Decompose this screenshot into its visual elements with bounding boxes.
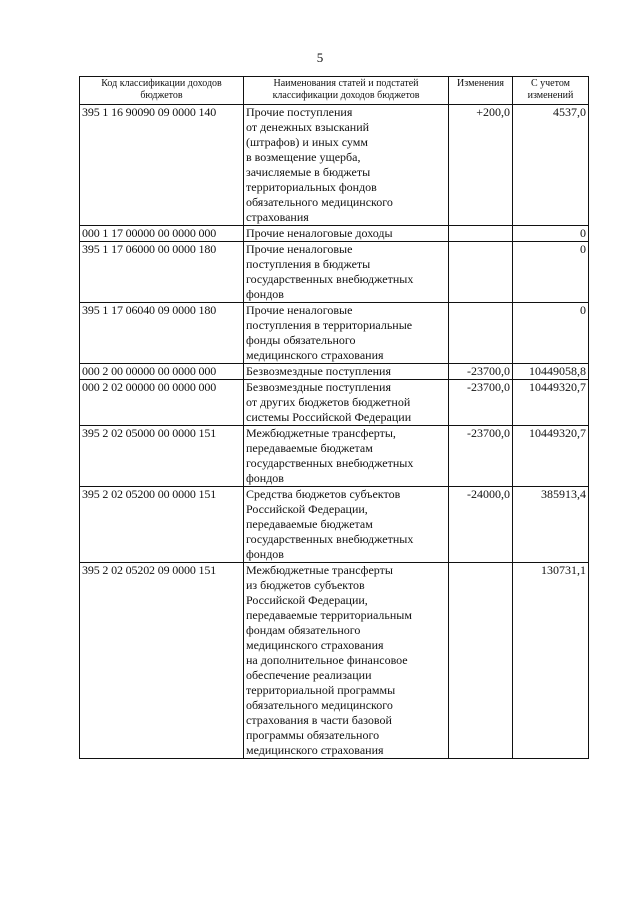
change-value: -23700,0 [449, 426, 513, 487]
change-value: -24000,0 [449, 487, 513, 563]
total-value: 10449320,7 [513, 380, 589, 426]
change-value: +200,0 [449, 105, 513, 226]
table-row [80, 380, 589, 426]
table-row [80, 487, 589, 563]
change-value [449, 242, 513, 303]
item-name: Прочие неналоговые доходы [244, 226, 449, 242]
item-name: Прочие неналоговые поступления в бюджеты государственных внебюджетных фондов [244, 242, 449, 303]
item-name: Прочие неналоговые поступления в территориальные фонды обязательного медицинского страхования [244, 303, 449, 364]
total-value: 0 [513, 303, 589, 364]
item-name: Межбюджетные трансферты, передаваемые бюджетам государственных внебюджетных фондов [244, 426, 449, 487]
item-name: Прочие поступления от денежных взысканий (штрафов) и иных сумм в возмещение ущерба, зачисляемые в бюджеты территориальных фондов обязательного медицинского страхования [244, 105, 449, 226]
classification-code: 395 1 17 06000 00 0000 180 [80, 242, 244, 303]
item-name: Безвозмездные поступления [244, 364, 449, 380]
change-value [449, 226, 513, 242]
budget-revenue-table [79, 76, 589, 759]
classification-code: 395 1 17 06040 09 0000 180 [80, 303, 244, 364]
table-row [80, 303, 589, 364]
header-code: Код классификации доходов бюджетов [80, 77, 244, 105]
total-value: 0 [513, 226, 589, 242]
change-value: -23700,0 [449, 380, 513, 426]
item-name: Безвозмездные поступления от других бюджетов бюджетной системы Российской Федерации [244, 380, 449, 426]
total-value: 0 [513, 242, 589, 303]
change-value: -23700,0 [449, 364, 513, 380]
table-row [80, 226, 589, 242]
total-value: 130731,1 [513, 563, 589, 759]
table-row [80, 105, 589, 226]
change-value [449, 563, 513, 759]
classification-code: 395 1 16 90090 09 0000 140 [80, 105, 244, 226]
header-change: Изменения [449, 77, 513, 105]
total-value: 385913,4 [513, 487, 589, 563]
table-header [80, 77, 589, 105]
total-value: 4537,0 [513, 105, 589, 226]
table-row [80, 364, 589, 380]
change-value [449, 303, 513, 364]
table-body [80, 105, 589, 759]
header-row [80, 77, 589, 105]
table-row [80, 242, 589, 303]
classification-code: 395 2 02 05202 09 0000 151 [80, 563, 244, 759]
page-number: 5 [316, 50, 324, 65]
item-name: Средства бюджетов субъектов Российской Федерации, передаваемые бюджетам государственных внебюджетных фондов [244, 487, 449, 563]
classification-code: 000 1 17 00000 00 0000 000 [80, 226, 244, 242]
classification-code: 395 2 02 05000 00 0000 151 [80, 426, 244, 487]
header-name: Наименования статей и подстатей классификации доходов бюджетов [244, 77, 449, 105]
total-value: 10449058,8 [513, 364, 589, 380]
total-value: 10449320,7 [513, 426, 589, 487]
classification-code: 000 2 00 00000 00 0000 000 [80, 364, 244, 380]
header-total: С учетом изменений [513, 77, 589, 105]
table-row [80, 426, 589, 487]
classification-code: 395 2 02 05200 00 0000 151 [80, 487, 244, 563]
classification-code: 000 2 02 00000 00 0000 000 [80, 380, 244, 426]
item-name: Межбюджетные трансферты из бюджетов субъектов Российской Федерации, передаваемые территориальным фондам обязательного медицинского страхования на дополнительное финансовое обеспечение реализации территориальной программы обязательного медицинского страхования в части базовой программы обязательного медицинского страхования [244, 563, 449, 759]
table-row [80, 563, 589, 759]
